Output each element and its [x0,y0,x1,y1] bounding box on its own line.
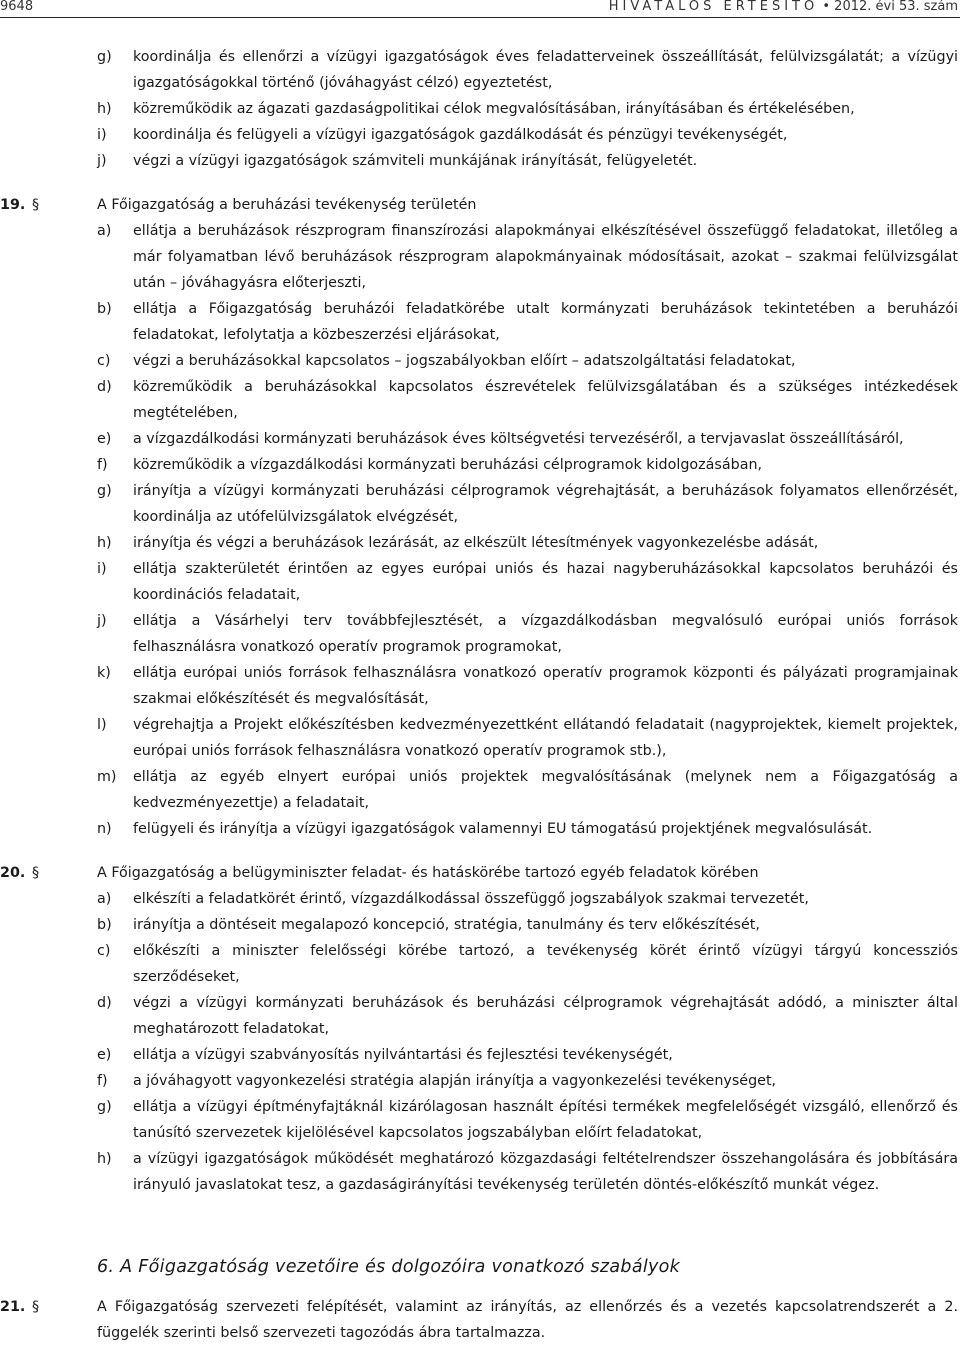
list-item [0,660,958,712]
list-item [0,348,958,374]
item-letter: b) [97,917,112,933]
item-letter: f) [97,457,108,473]
section-19 [0,192,958,218]
list-item [0,816,958,842]
list-item [0,478,958,530]
item-letter: i) [97,127,107,143]
list-item [0,608,958,660]
item-letter: d) [97,995,112,1011]
item-letter: e) [97,1047,112,1063]
item-text: ellátja a Főigazgatóság beruházói feladatkörébe utalt kormányzati beruházások tekintetében a beruházói feladatokat, lefolytatja a közbeszerzési eljárásokat, [133,301,958,343]
item-letter: k) [97,665,111,681]
item-letter: f) [97,1073,108,1089]
item-text: koordinálja és ellenőrzi a vízügyi igazgatóságok éves feladatterveinek összeállítását, felülvizsgálatát; a vízügyi igazgatóságokkal történő (jóváhagyást célzó) egyeztetést, [133,49,958,91]
item-letter: c) [97,353,111,369]
item-text: elkészíti a feladatkörét érintő, vízgazdálkodással összefüggő jogszabályok szakmai tervezetét, [133,891,809,907]
list-item [0,886,958,912]
list-item [0,218,958,296]
page-header [0,0,960,20]
item-text: végzi a beruházásokkal kapcsolatos – jogszabályokban előírt – adatszolgáltatási feladatokat, [133,353,796,369]
item-letter: a) [97,223,112,239]
chapter-heading: 6. A Főigazgatóság vezetőire és dolgozóira vonatkozó szabályok [97,1257,681,1277]
item-text: a vízügyi igazgatóságok működését meghatározó közgazdasági feltételrendszer összehangolására és jobbítására irányuló javaslatokat tesz, a gazdaságirányítási tevékenység területén döntés-előkészítő munkát végez. [133,1151,958,1193]
item-text: a jóváhagyott vagyonkezelési stratégia alapján irányítja a vagyonkezelési tevékenységet, [133,1073,777,1089]
item-text: közreműködik a beruházásokkal kapcsolatos észrevételek felülvizsgálatában és a szükséges intézkedések megtételében, [133,379,958,421]
bullet-separator: • [822,0,831,14]
list-item [0,764,958,816]
item-text: ellátja a beruházások részprogram finanszírozási alapokmányai elkészítésével összefüggő feladatokat, illetőleg a már folyamatban lévő beruházások részprogram alapokmányainak módosításait, azokat – szakmai felülvizsgálat után – jóváhagyásra előterjeszti, [133,223,958,291]
item-text: ellátja az egyéb elnyert európai uniós projektek megvalósításának (melynek nem a Főigazgatóság a kedvezményezettje) a feladatait, [133,769,958,811]
item-text: ellátja a vízügyi építményfajtáknál kizárólagosan használt építési termékek megfelelőségét vizsgáló, ellenőrző és tanúsító szervezetek kijelölésével kapcsolatos jogszabályban előírt feladatokat, [133,1099,958,1141]
item-text: végzi a vízügyi igazgatóságok számviteli munkájának irányítását, felügyeletét. [133,153,698,169]
item-letter: g) [97,49,112,65]
list-item [0,712,958,764]
section-20 [0,860,958,886]
list-item [0,296,958,348]
item-text: irányítja és végzi a beruházások lezárását, az elkészült létesítmények vagyonkezelésbe adását, [133,535,819,551]
paragraph-sign: § [32,865,40,881]
section-intro: A Főigazgatóság a beruházási tevékenység területén [97,197,477,213]
item-letter: h) [97,1151,112,1167]
issue-label: 2012. évi 53. szám [834,0,958,14]
item-text: irányítja a döntéseit megalapozó koncepció, stratégia, tanulmány és terv előkészítését, [133,917,760,933]
list-item [0,912,958,938]
item-text: végrehajtja a Projekt előkészítésben kedvezményezettként ellátandó feladatait (nagyprojektek, kiemelt projektek, európai uniós források felhasználásra vonatkozó operatív programok stb.), [133,717,958,759]
item-text: irányítja a vízügyi kormányzati beruházási célprogramok végrehajtását, a beruházások folyamatos ellenőrzését, koordinálja az utófelülvizsgálatok elvégzését, [133,483,958,525]
section-19-list [0,218,958,842]
page-content [0,44,958,1346]
list-item [0,1068,958,1094]
item-letter: b) [97,301,112,317]
item-text: ellátja a vízügyi szabványosítás nyilvántartási és fejlesztési tevékenységét, [133,1047,673,1063]
item-text: végzi a vízügyi kormányzati beruházások és beruházási célprogramok végrehajtását adódó, a miniszter által meghatározott feladatokat, [133,995,958,1037]
list-item [0,990,958,1042]
running-head [609,0,958,14]
list-item [0,122,958,148]
section-intro: A Főigazgatóság a belügyminiszter feladat- és hatáskörébe tartozó egyéb feladatok körében [97,865,759,881]
item-letter: n) [97,821,112,837]
item-letter: j) [97,153,107,169]
item-letter: j) [97,613,107,629]
section-number: 20. [0,865,26,881]
list-item [0,1094,958,1146]
journal-name: HIVATALOS ÉRTESÍTŐ [608,0,819,14]
item-text: koordinálja és felügyeli a vízügyi igazgatóságok gazdálkodását és pénzügyi tevékenységét, [133,127,788,143]
item-text: ellátja szakterületét érintően az egyes európai uniós és hazai nagyberuházásokkal kapcsolatos beruházói és koordinációs feladatait, [133,561,958,603]
list-item [0,148,958,174]
section-20-list [0,886,958,1198]
list-item [0,1146,958,1198]
section-number: 21. [0,1299,26,1315]
paragraph-sign: § [32,197,40,213]
section-number: 19. [0,197,26,213]
item-letter: g) [97,1099,112,1115]
item-letter: h) [97,101,112,117]
list-item [0,374,958,426]
item-text: közreműködik az ágazati gazdaságpolitikai célok megvalósításában, irányításában és értékelésében, [133,101,855,117]
item-letter: h) [97,535,112,551]
header-rule [0,17,960,18]
list-item [0,530,958,556]
item-letter: c) [97,943,111,959]
list-item [0,44,958,96]
item-letter: i) [97,561,107,577]
paragraph-sign: § [32,1299,40,1315]
list-item [0,96,958,122]
item-letter: d) [97,379,112,395]
item-letter: a) [97,891,112,907]
list-item [0,426,958,452]
list-item [0,452,958,478]
list-item [0,556,958,608]
item-letter: m) [97,769,117,785]
page-number: 9648 [0,0,34,14]
item-text: előkészíti a miniszter felelősségi körébe tartozó, a tevékenység körét érintő vízügyi tárgyú koncessziós szerződéseket, [133,943,958,985]
list-item [0,1042,958,1068]
item-text: ellátja európai uniós források felhasználásra vonatkozó operatív programok központi és pályázati programjainak szakmai előkészítését és megvalósítását, [133,665,958,707]
section-21 [0,1294,958,1346]
section-text: A Főigazgatóság szervezeti felépítését, valamint az irányítás, az ellenőrzés és a vezetés kapcsolatrendszerét a 2. függelék szerinti belső szervezeti tagozódás ábra tartalmazza. [97,1299,958,1341]
item-text: felügyeli és irányítja a vízügyi igazgatóságok valamennyi EU támogatású projektjének megvalósulását. [133,821,873,837]
item-text: a vízgazdálkodási kormányzati beruházások éves költségvetési tervezéséről, a tervjavaslat összeállításáról, [133,431,904,447]
item-letter: l) [97,717,107,733]
item-letter: g) [97,483,112,499]
item-text: közreműködik a vízgazdálkodási kormányzati beruházási célprogramok kidolgozásában, [133,457,763,473]
item-text: ellátja a Vásárhelyi terv továbbfejlesztését, a vízgazdálkodásban megvalósuló európai uniós források felhasználásra vonatkozó operatív programok programokat, [133,613,958,655]
continued-list [0,44,958,174]
item-letter: e) [97,431,112,447]
list-item [0,938,958,990]
